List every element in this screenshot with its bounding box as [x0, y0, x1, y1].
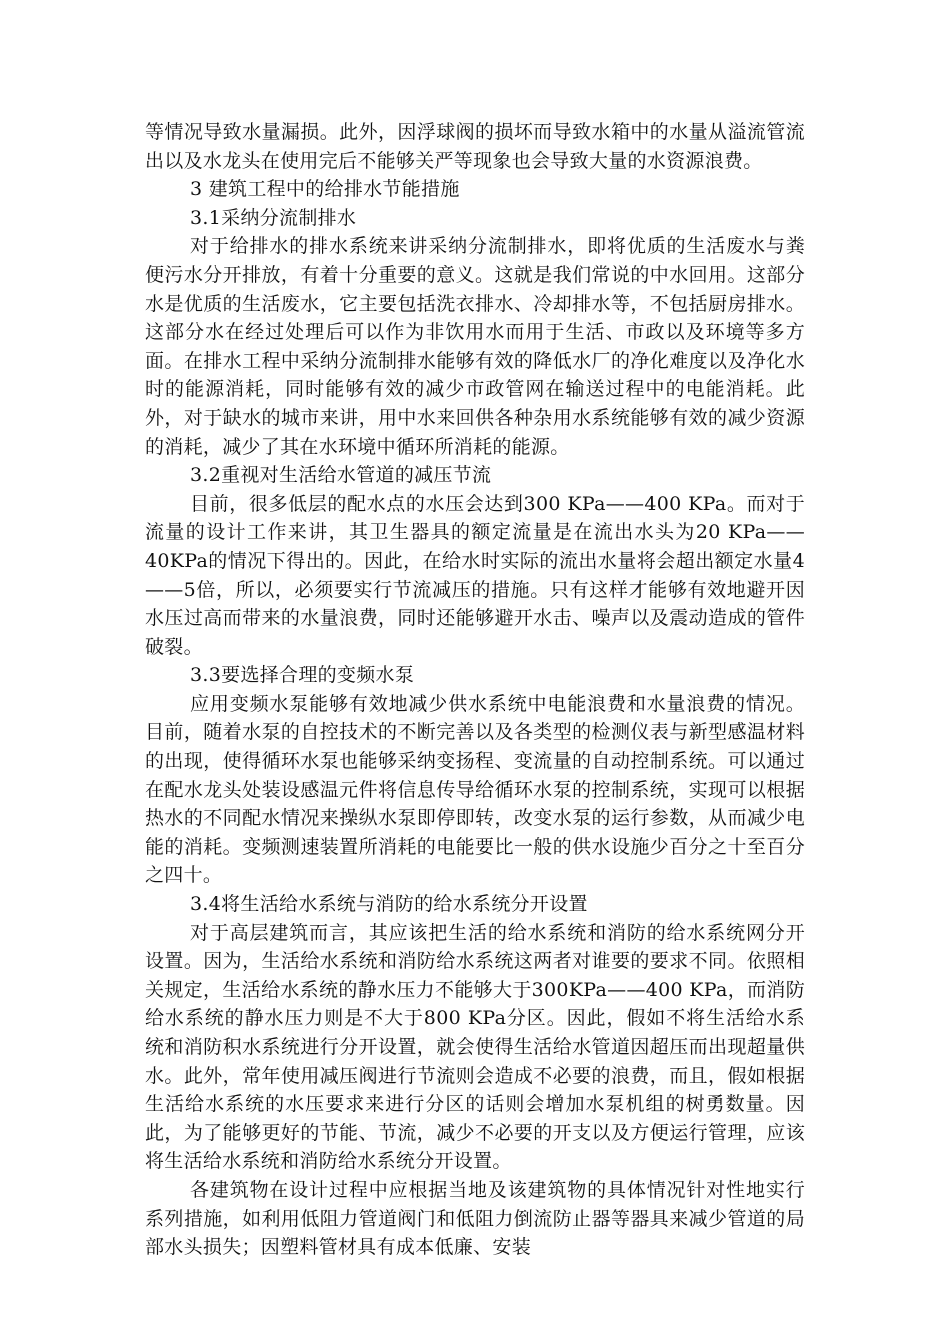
paragraph-3-3: 应用变频水泵能够有效地减少供水系统中电能浪费和水量浪费的情况。目前，随着水泵的自控技术的不断完善以及各类型的检测仪表与新型感温材料的出现，使得循环水泵也能够采纳变扬程、变流量的自动控制系统。可以通过在配水龙头处装设感温元件将信息传导给循环水泵的控制系统，实现可以根据热水的不同配水情况来操纵水泵即停即转，改变水泵的运行参数，从而减少电能的消耗。变频测速装置所消耗的电能要比一般的供水设施少百分之十至百分之四十。 [145, 692, 805, 887]
paragraph-3-4: 对于高层建筑而言，其应该把生活的给水系统和消防的给水系统网分开设置。因为，生活给水系统和消防给水系统这两者对谁要的要求不同。依照相关规定，生活给水系统的静水压力不能够大于300KPa——400 KPa，而消防给水系统的静水压力则是不大于800 KPa分区。因此，假如不将生活给水系统和消防积水系统进行分开设置，就会使得生活给水管道因超压而出现超量供水。此外，常年使用减压阀进行节流则会造成不必要的浪费，而且，假如根据生活给水系统的水压要求来进行分区的话则会增加水泵机组的树勇数量。因此，为了能够更好的节能、节流，减少不必要的开支以及方便运行管理，应该将生活给水系统和消防给水系统分开设置。 [145, 921, 805, 1173]
paragraph-3-1: 对于给排水的排水系统来讲采纳分流制排水，即将优质的生活废水与粪便污水分开排放，有着十分重要的意义。这就是我们常说的中水回用。这部分水是优质的生活废水，它主要包括洗衣排水、冷却排水等，不包括厨房排水。这部分水在经过处理后可以作为非饮用水而用于生活、市政以及环境等多方面。在排水工程中采纳分流制排水能够有效的降低水厂的净化难度以及净化水时的能源消耗，同时能够有效的减少市政管网在输送过程中的电能消耗。此外，对于缺水的城市来讲，用中水来回供各种杂用水系统能够有效的减少资源的消耗，减少了其在水环境中循环所消耗的能源。 [145, 235, 805, 458]
subsection-heading-3-2: 3.2重视对生活给水管道的减压节流 [190, 464, 492, 487]
subsection-heading-3-1: 3.1采纳分流制排水 [190, 206, 357, 229]
paragraph-3-2: 目前，很多低层的配水点的水压会达到300 KPa——400 KPa。而对于流量的设计工作来讲，其卫生器具的额定流量是在流出水头为20 KPa——40KPa的情况下得出的。因此，在给水时实际的流出水量将会超出额定水量4——5倍，所以，必须要实行节流减压的措施。只有这样才能够有效地避开因水压过高而带来的水量浪费，同时还能够避开水击、噪声以及震动造成的管件破裂。 [145, 492, 805, 658]
section-heading-3: 3 建筑工程中的给排水节能措施 [190, 178, 460, 201]
paragraph-continued: 等情况导致水量漏损。此外，因浮球阀的损坏而导致水箱中的水量从溢流管流出以及水龙头在使用完后不能够关严等现象也会导致大量的水资源浪费。 [145, 121, 805, 172]
document-body [145, 118, 805, 1262]
subsection-heading-3-4: 3.4将生活给水系统与消防的给水系统分开设置 [190, 893, 588, 916]
paragraph-3-4-continued: 各建筑物在设计过程中应根据当地及该建筑物的具体情况针对性地实行系列措施，如利用低阻力管道阀门和低阻力倒流防止器等器具来减少管道的局部水头损失；因塑料管材具有成本低廉、安装 [145, 1178, 805, 1259]
subsection-heading-3-3: 3.3要选择合理的变频水泵 [190, 664, 415, 687]
